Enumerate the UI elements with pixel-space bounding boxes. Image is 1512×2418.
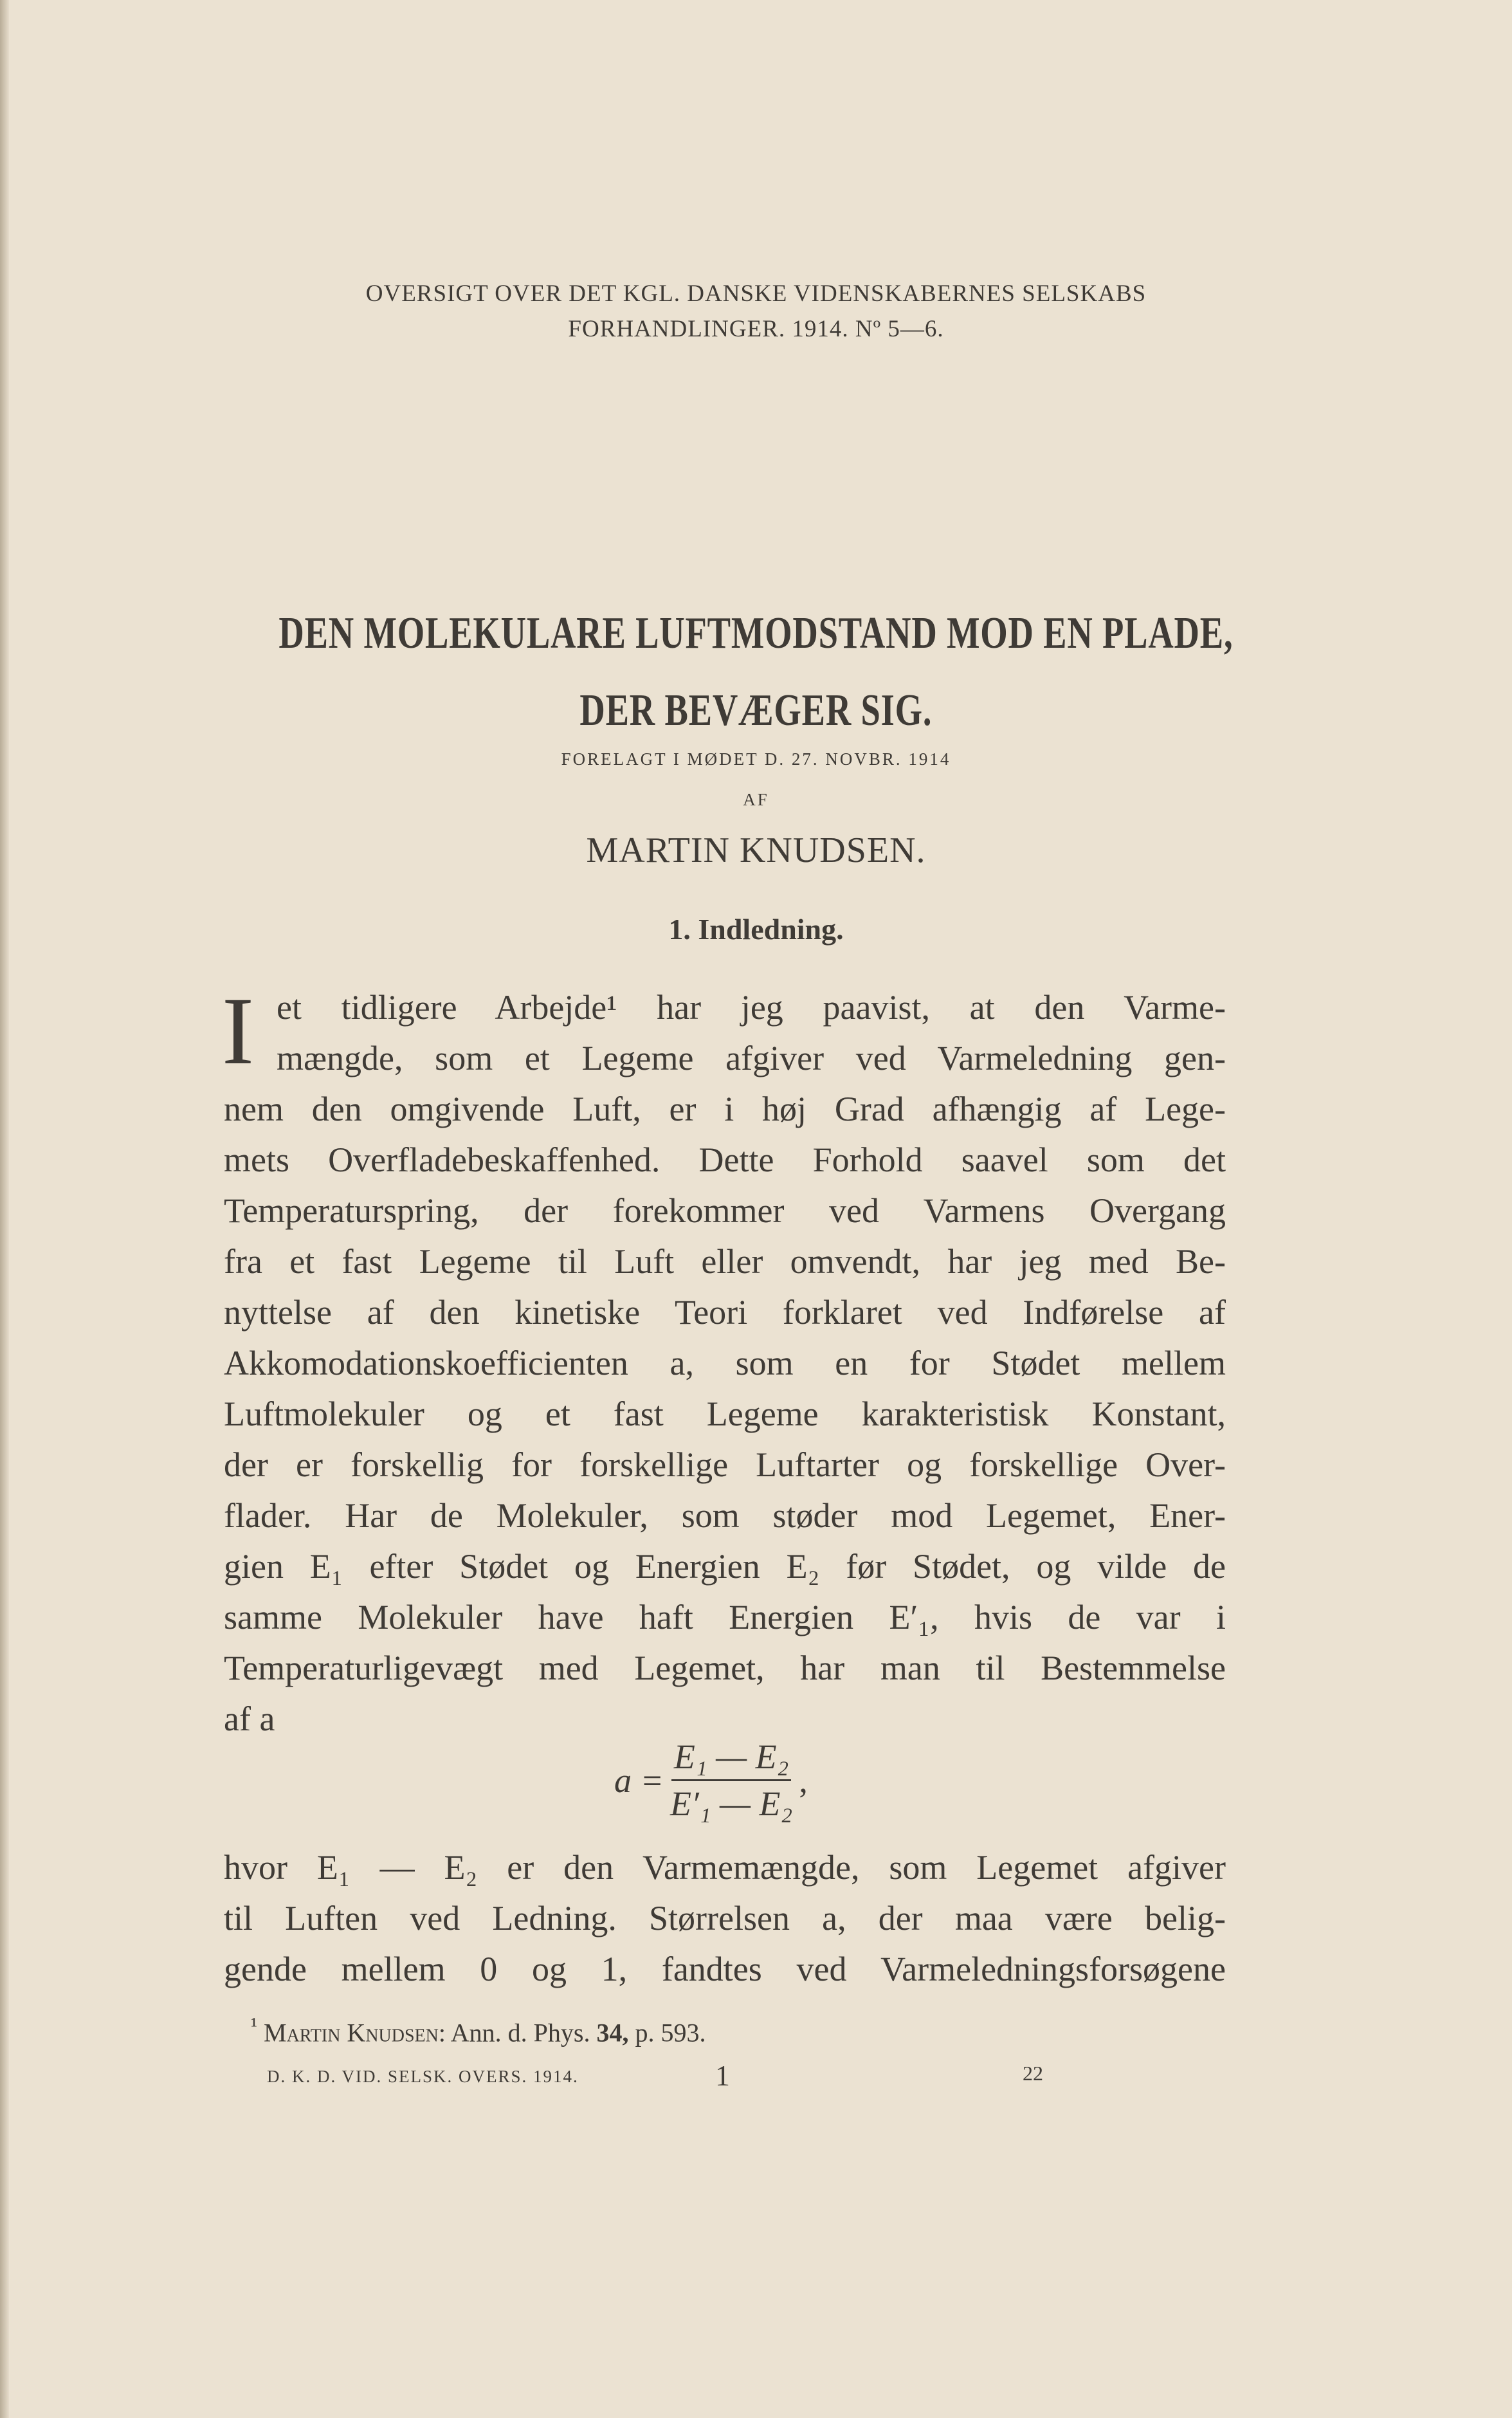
drop-cap: I bbox=[222, 978, 254, 1085]
footnote bbox=[251, 2013, 706, 2047]
footnote-page: p. 593. bbox=[628, 2018, 706, 2047]
text-line: hvor E₁ — E₂ er den Varmemængde, som Legemet afgiver bbox=[224, 1848, 1226, 1887]
text-line: gende mellem 0 og 1, fandtes ved Varmeledningsforsøgene bbox=[224, 1950, 1226, 1988]
journal-header-line2: FORHANDLINGER. 1914. Nº 5—6. bbox=[568, 316, 944, 342]
text-line: mets Overfladebeskaffenhed. Dette Forhold saavel som det bbox=[224, 1140, 1226, 1179]
footer-signature: 1 bbox=[715, 2059, 730, 2092]
text-line: nyttelse af den kinetiske Teori forklaret ved Indførelse af bbox=[224, 1293, 1226, 1332]
formula bbox=[614, 1737, 808, 1824]
article-title-line1: DEN MOLEKULARE LUFTMODSTAND MOD EN PLADE, bbox=[278, 609, 1234, 658]
formula-comma: , bbox=[799, 1761, 808, 1800]
footnote-text: : Ann. d. Phys. bbox=[438, 2018, 597, 2047]
text-line: samme Molekuler have haft Energien E′₁, hvis de var i bbox=[224, 1598, 1226, 1636]
text-line: flader. Har de Molekuler, som støder mod Legemet, Ener- bbox=[224, 1496, 1226, 1535]
section-heading: 1. Indledning. bbox=[668, 913, 844, 946]
text-line: fra et fast Legeme til Luft eller omvendt, har jeg med Be- bbox=[224, 1242, 1226, 1281]
text-line: der er forskellig for forskellige Luftarter og forskellige Over- bbox=[224, 1445, 1226, 1484]
footnote-volume: 34, bbox=[596, 2018, 629, 2047]
text-line: gien E₁ efter Stødet og Energien E₂ før Stødet, og vilde de bbox=[224, 1547, 1226, 1586]
formula-fraction bbox=[668, 1737, 795, 1824]
text-line: til Luften ved Ledning. Størrelsen a, der maa være belig- bbox=[224, 1899, 1226, 1937]
formula-denominator: E′₁ — E₂ bbox=[669, 1784, 793, 1823]
text-line: et tidligere Arbejde¹ har jeg paavist, at den Varme- bbox=[277, 988, 1226, 1027]
by-label: AF bbox=[743, 790, 769, 809]
text-line: Temperaturligevægt med Legemet, har man til Bestemmelse bbox=[224, 1649, 1226, 1687]
text-line: Akkomodationskoefficienten a, som en for Stødet mellem bbox=[224, 1344, 1226, 1382]
text-line: Temperaturspring, der forekommer ved Varmens Overgang bbox=[224, 1191, 1226, 1230]
formula-lhs: a = bbox=[614, 1761, 664, 1800]
footer-journal: D. K. D. VID. SELSK. OVERS. 1914. bbox=[267, 2067, 579, 2086]
footnote-mark: ¹ bbox=[251, 2013, 257, 2037]
footer-sheet-number: 22 bbox=[1023, 2062, 1043, 2085]
author-name: MARTIN KNUDSEN. bbox=[586, 830, 926, 870]
text-line: nem den omgivende Luft, er i høj Grad afhængig af Lege- bbox=[224, 1090, 1226, 1128]
page-edge-shadow bbox=[0, 0, 9, 2418]
text-line: mængde, som et Legeme afgiver ved Varmeledning gen- bbox=[277, 1039, 1226, 1077]
presented-date: FORELAGT I MØDET D. 27. NOVBR. 1914 bbox=[561, 749, 951, 769]
text-line: Luftmolekuler og et fast Legeme karakteristisk Konstant, bbox=[224, 1395, 1226, 1433]
article-title-line2: DER BEVÆGER SIG. bbox=[579, 686, 933, 735]
footnote-author: Martin Knudsen bbox=[264, 2018, 439, 2047]
formula-numerator: E₁ — E₂ bbox=[671, 1737, 792, 1781]
text-line: af a bbox=[224, 1699, 275, 1738]
journal-header-line1: OVERSIGT OVER DET KGL. DANSKE VIDENSKABERNES SELSKABS bbox=[365, 280, 1147, 307]
